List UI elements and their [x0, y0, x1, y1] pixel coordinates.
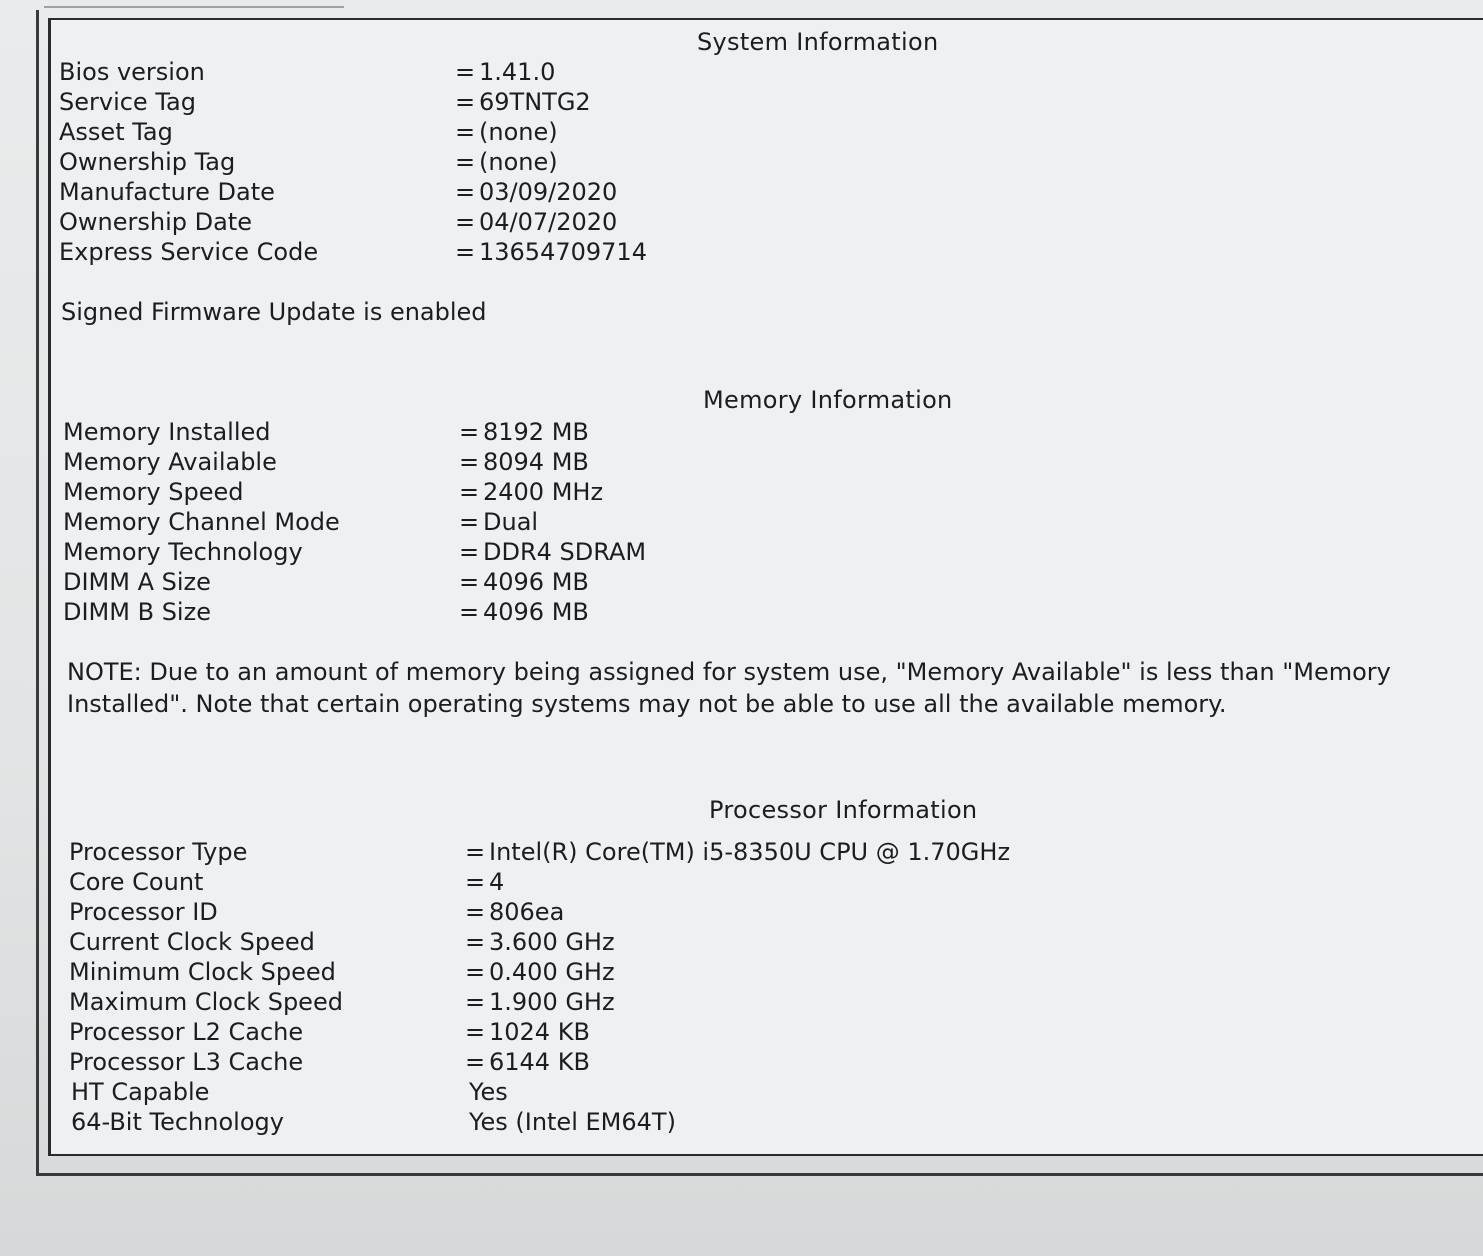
row-value: = 0.400 GHz — [465, 958, 615, 986]
row-label: Memory Speed — [63, 478, 244, 506]
row-label: Ownership Tag — [59, 148, 236, 176]
row-label: Memory Channel Mode — [63, 508, 340, 536]
row-label: Memory Technology — [63, 538, 303, 566]
row-label: 64-Bit Technology — [71, 1108, 284, 1136]
row-label: Maximum Clock Speed — [69, 988, 343, 1016]
row-label: Ownership Date — [59, 208, 252, 236]
row-label: HT Capable — [71, 1078, 210, 1106]
row-label: Asset Tag — [59, 118, 173, 146]
row-value: = 03/09/2020 — [455, 178, 618, 206]
row-value: Yes — [469, 1078, 508, 1106]
row-label: Memory Installed — [63, 418, 271, 446]
system-information-panel — [48, 18, 1483, 1156]
row-label: Current Clock Speed — [69, 928, 315, 956]
row-label: DIMM B Size — [63, 598, 211, 626]
row-value: = (none) — [455, 148, 558, 176]
row-value: = 69TNTG2 — [455, 88, 591, 116]
row-label: Minimum Clock Speed — [69, 958, 336, 986]
row-value: = 4096 MB — [459, 598, 589, 626]
row-label: DIMM A Size — [63, 568, 211, 596]
row-value: = 8192 MB — [459, 418, 589, 446]
row-value: = DDR4 SDRAM — [459, 538, 647, 566]
row-value: = Intel(R) Core(TM) i5-8350U CPU @ 1.70GHz — [465, 838, 1011, 866]
row-value: = 2400 MHz — [459, 478, 604, 506]
row-value: = 04/07/2020 — [455, 208, 618, 236]
row-label: Express Service Code — [59, 238, 319, 266]
row-value: = 4096 MB — [459, 568, 589, 596]
row-label: Processor ID — [69, 898, 218, 926]
row-value: = 806ea — [465, 898, 565, 926]
row-value: = (none) — [455, 118, 558, 146]
system-information-title: System Information — [697, 28, 939, 56]
row-value: = Dual — [459, 508, 539, 536]
row-value: = 13654709714 — [455, 238, 647, 266]
memory-information-title: Memory Information — [703, 386, 953, 414]
row-value: Yes (Intel EM64T) — [469, 1108, 676, 1136]
row-label: Core Count — [69, 868, 204, 896]
row-label: Memory Available — [63, 448, 277, 476]
row-label: Processor L3 Cache — [69, 1048, 304, 1076]
row-value: = 4 — [465, 868, 505, 896]
row-value: = 6144 KB — [465, 1048, 590, 1076]
row-value: = 3.600 GHz — [465, 928, 615, 956]
row-value: = 1.900 GHz — [465, 988, 615, 1016]
row-value: = 1.41.0 — [455, 58, 556, 86]
row-label: Bios version — [59, 58, 205, 86]
row-value: = 1024 KB — [465, 1018, 590, 1046]
window-top-strip — [44, 0, 344, 8]
row-label: Manufacture Date — [59, 178, 275, 206]
memory-note: NOTE: Due to an amount of memory being assigned for system use, "Memory Available" is less than "Memory Installed". Note that certain operating systems may not be able to use all the available memory. — [67, 658, 1391, 718]
processor-information-title: Processor Information — [709, 796, 978, 824]
row-label: Processor Type — [69, 838, 248, 866]
firmware-update-status: Signed Firmware Update is enabled — [61, 298, 487, 326]
row-label: Service Tag — [59, 88, 196, 116]
row-value: = 8094 MB — [459, 448, 589, 476]
row-label: Processor L2 Cache — [69, 1018, 304, 1046]
